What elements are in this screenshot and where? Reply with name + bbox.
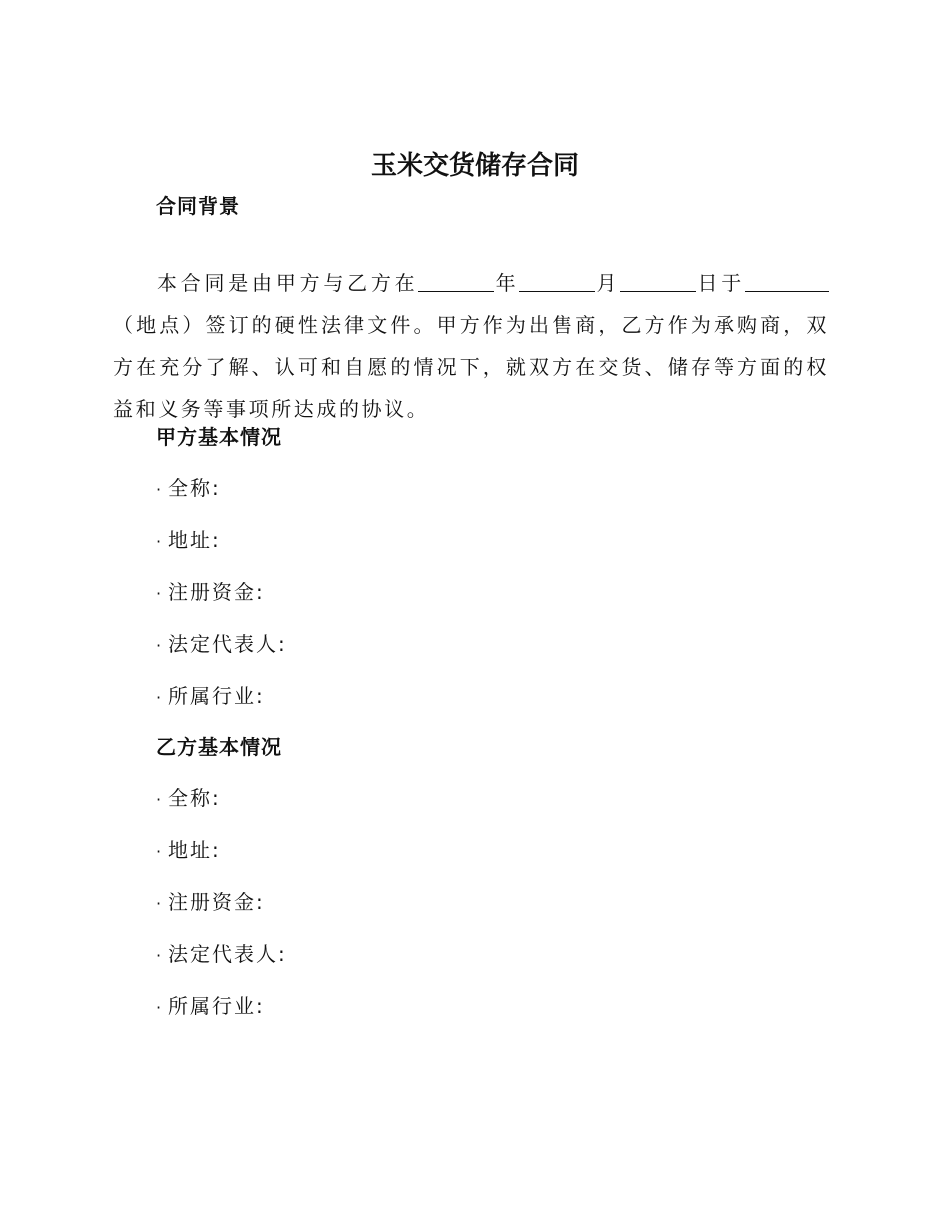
party-a-heading: 甲方基本情况 <box>156 425 282 449</box>
party-a-address-label: 地址: <box>168 528 221 552</box>
party-a-capital-item <box>156 577 287 629</box>
bullet-icon: · <box>156 946 164 965</box>
background-text-body: （地点）签订的硬性法律文件。甲方作为出售商，乙方作为承购商，双方在充分了解、认可和自愿的情况下，就双方在交货、储存等方面的权益和义务等事项所达成的协议。 <box>113 313 829 421</box>
background-text-intro: 本合同是由甲方与乙方在 <box>157 271 419 295</box>
party-a-address-item <box>156 525 287 577</box>
party-b-info-list <box>156 783 287 1043</box>
party-a-industry-item <box>156 681 287 733</box>
bullet-icon: · <box>156 894 164 913</box>
party-b-representative-label: 法定代表人: <box>168 942 287 966</box>
bullet-icon: · <box>156 636 164 655</box>
party-b-address-item <box>156 835 287 887</box>
bullet-icon: · <box>156 532 164 551</box>
party-b-industry-label: 所属行业: <box>168 994 265 1018</box>
bullet-icon: · <box>156 790 164 809</box>
bullet-icon: · <box>156 688 164 707</box>
party-a-representative-label: 法定代表人: <box>168 632 287 656</box>
bullet-icon: · <box>156 842 164 861</box>
party-a-representative-item <box>156 629 287 681</box>
party-b-heading: 乙方基本情况 <box>156 735 282 759</box>
location-blank <box>745 269 829 292</box>
bullet-icon: · <box>156 584 164 603</box>
party-a-industry-label: 所属行业: <box>168 684 265 708</box>
party-b-representative-item <box>156 939 287 991</box>
party-b-name-item <box>156 783 287 835</box>
party-a-name-label: 全称: <box>168 476 221 500</box>
party-b-address-label: 地址: <box>168 838 221 862</box>
day-label: 日于 <box>696 271 745 295</box>
background-heading: 合同背景 <box>156 194 240 218</box>
bullet-icon: · <box>156 998 164 1017</box>
background-paragraph <box>113 262 829 430</box>
party-a-capital-label: 注册资金: <box>168 580 265 604</box>
bullet-icon: · <box>156 480 164 499</box>
month-blank <box>519 269 595 292</box>
party-a-info-list <box>156 473 287 733</box>
party-b-capital-item <box>156 887 287 939</box>
day-blank <box>620 269 696 292</box>
month-label: 月 <box>595 271 621 295</box>
party-b-name-label: 全称: <box>168 786 221 810</box>
party-a-name-item <box>156 473 287 525</box>
year-label: 年 <box>494 271 520 295</box>
party-b-industry-item <box>156 991 287 1043</box>
document-title: 玉米交货储存合同 <box>370 151 579 181</box>
year-blank <box>418 269 494 292</box>
party-b-capital-label: 注册资金: <box>168 890 265 914</box>
